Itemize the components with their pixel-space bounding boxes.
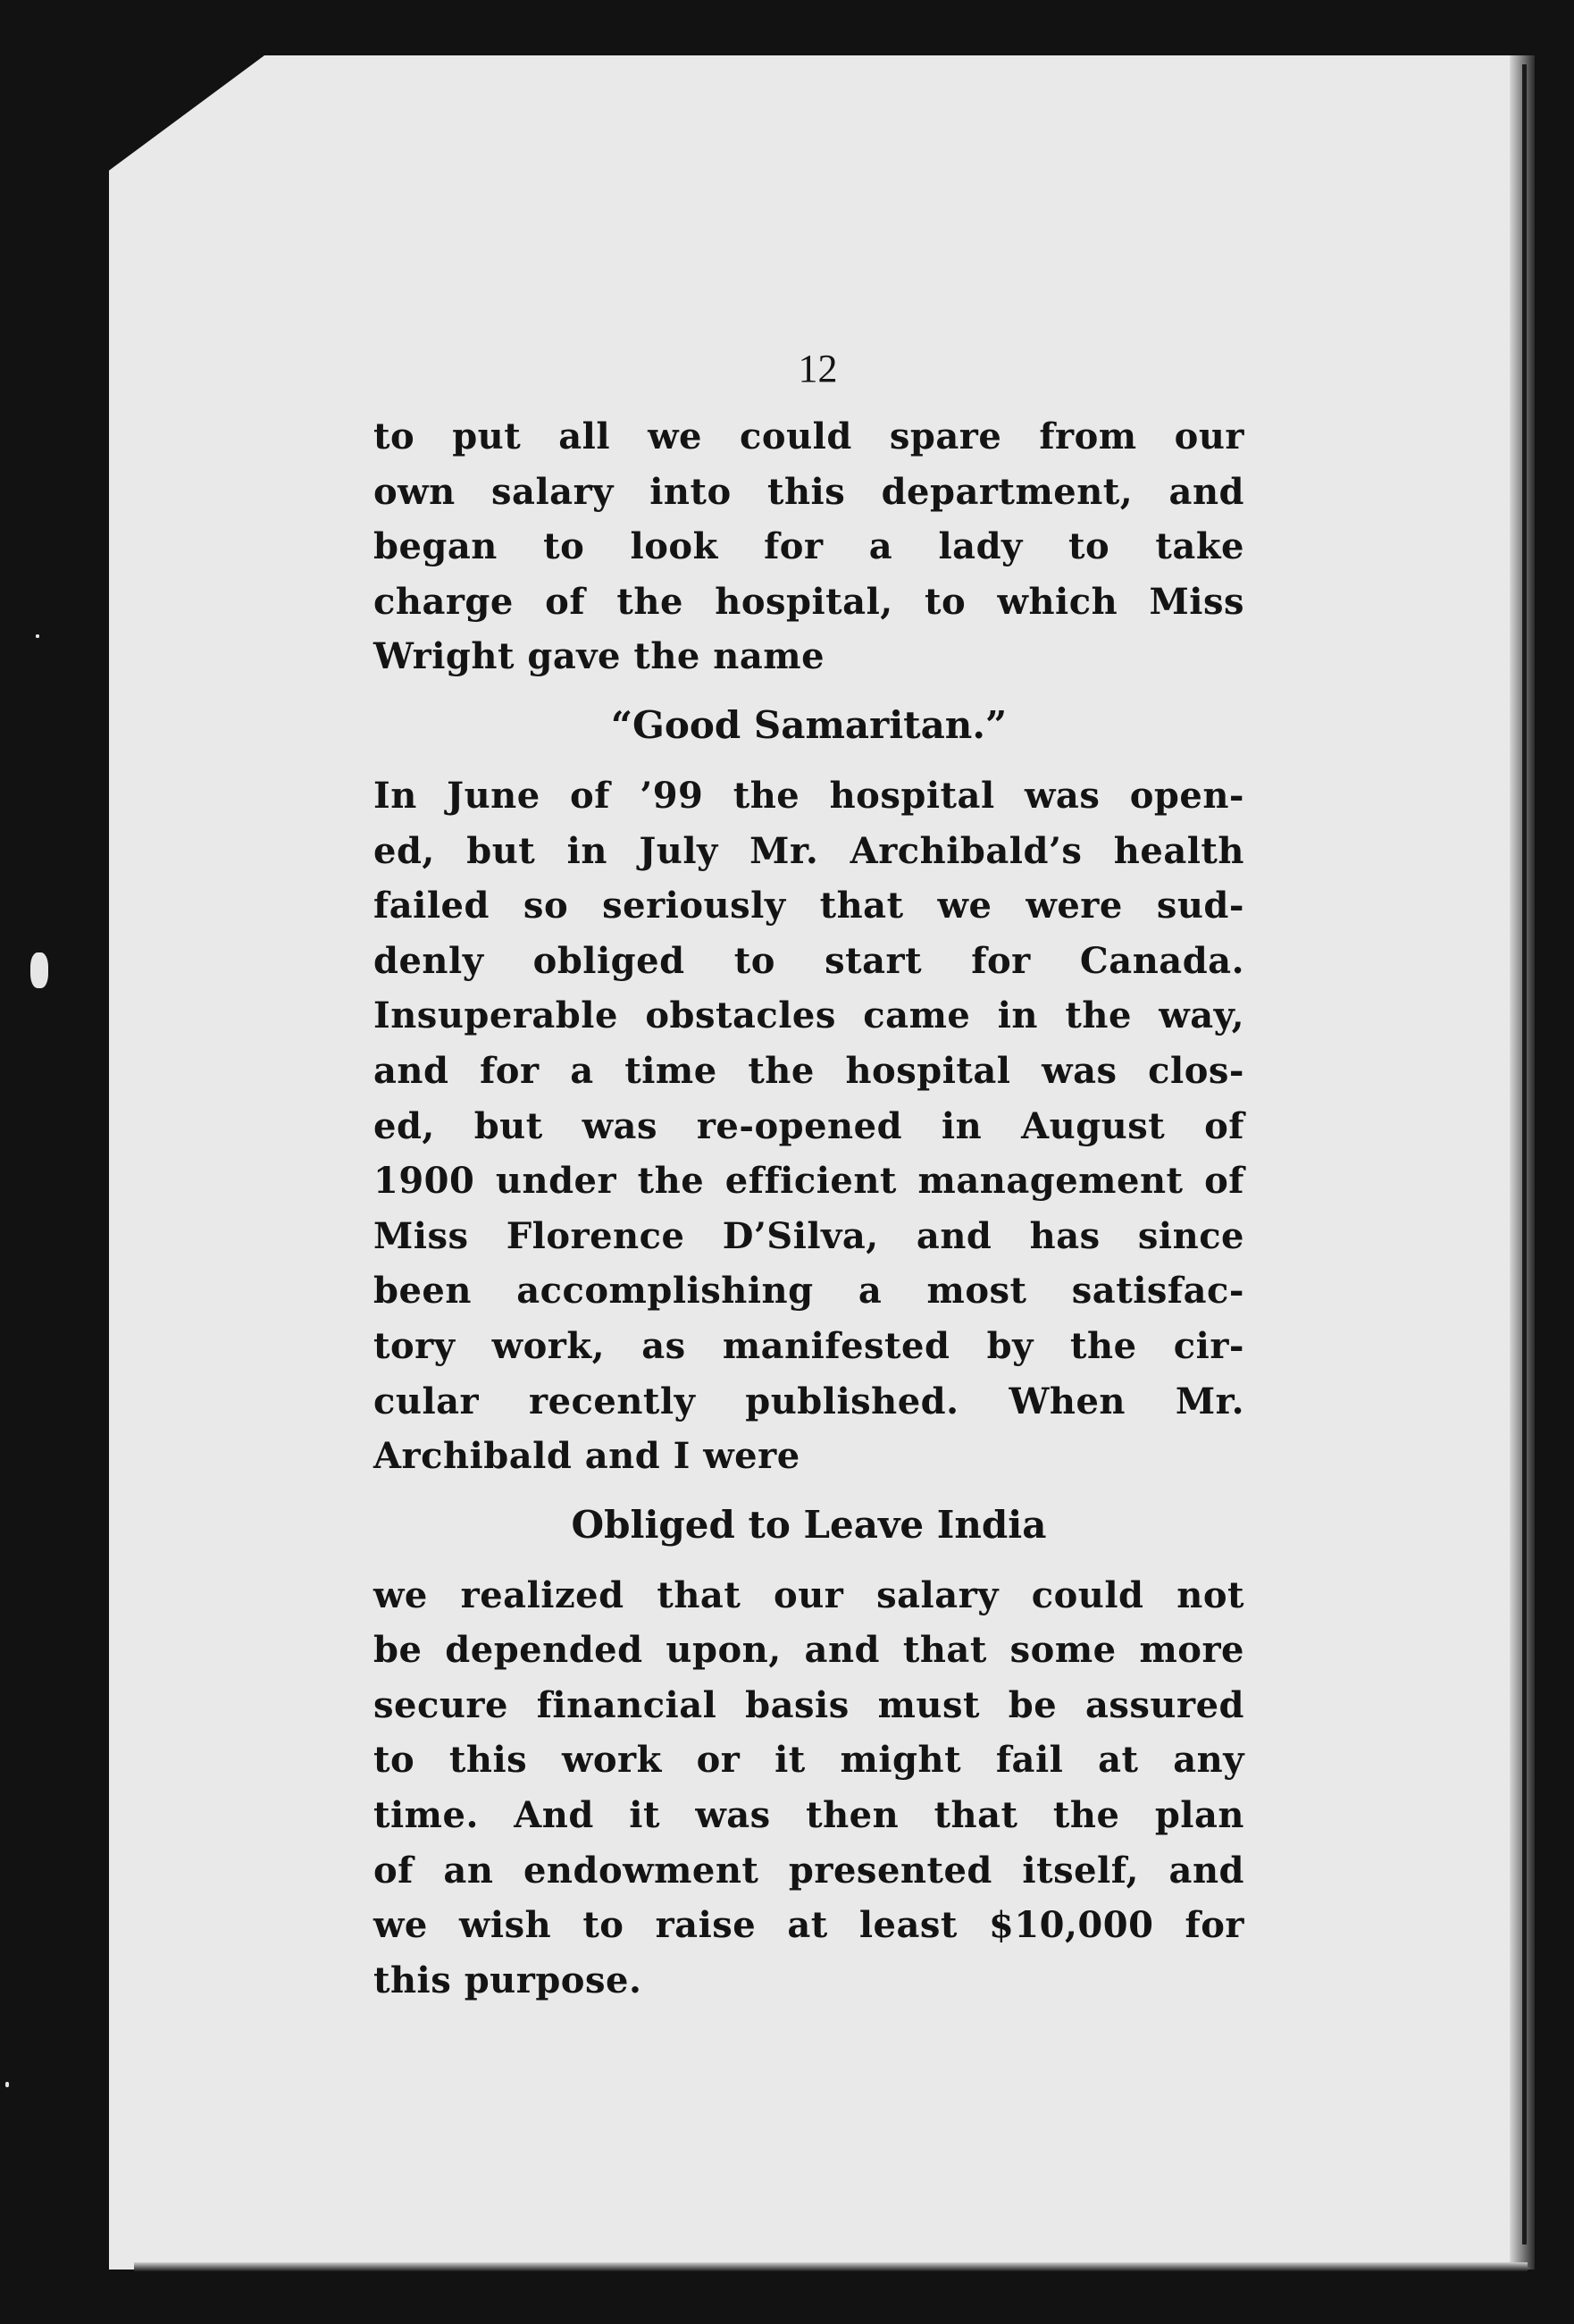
page-spine-line <box>1522 64 1527 2244</box>
page-number: 12 <box>798 347 838 390</box>
text-line: ed, but was re-opened in August of <box>373 1104 1244 1147</box>
paragraph-3 <box>373 1568 1244 2009</box>
text-line: In June of ’99 the hospital was open- <box>373 774 1244 817</box>
text-line: we wish to raise at least $10,000 for <box>373 1904 1244 1947</box>
scan-speck <box>30 952 48 988</box>
text-line: Insuperable obstacles came in the way, <box>373 994 1244 1037</box>
text-line: Wright gave the name <box>373 635 825 678</box>
section-heading-obliged-to-leave-india: Obliged to Leave India <box>571 1502 1047 1547</box>
text-line: ed, but in July Mr. Archibald’s health <box>373 829 1244 872</box>
section-heading-good-samaritan: “Good Samaritan.” <box>610 702 1008 747</box>
text-line: own salary into this department, and <box>373 470 1244 513</box>
scan-speck <box>36 634 39 638</box>
text-line: be depended upon, and that some more <box>373 1629 1244 1672</box>
text-line: time. And it was then that the plan <box>373 1794 1244 1837</box>
text-line: began to look for a lady to take <box>373 525 1244 568</box>
text-line: tory work, as manifested by the cir- <box>373 1324 1244 1367</box>
text-line: we realized that our salary could not <box>373 1573 1244 1616</box>
text-line: cular recently published. When Mr. <box>373 1380 1244 1422</box>
text-line: to put all we could spare from our <box>373 415 1244 457</box>
text-line: Miss Florence D’Silva, and has since <box>373 1214 1244 1257</box>
text-line: denly obliged to start for Canada. <box>373 939 1244 982</box>
text-line: charge of the hospital, to which Miss <box>373 580 1244 623</box>
text-line: to this work or it might fail at any <box>373 1739 1244 1782</box>
paragraph-2 <box>373 768 1244 1484</box>
paragraph-1 <box>373 409 1244 684</box>
text-line: this purpose. <box>373 1959 642 2001</box>
text-line: of an endowment presented itself, and <box>373 1849 1244 1892</box>
page-bottom-edge <box>134 2262 1528 2271</box>
text-line: secure financial basis must be assured <box>373 1683 1244 1726</box>
text-line: been accomplishing a most satisfac- <box>373 1270 1244 1313</box>
scan-speck <box>5 2082 9 2087</box>
text-line: 1900 under the efficient management of <box>373 1160 1244 1203</box>
text-line: failed so seriously that we were sud- <box>373 885 1244 927</box>
page-text <box>373 347 1244 2008</box>
text-line: Archibald and I were <box>373 1435 800 1478</box>
text-line: and for a time the hospital was clos- <box>373 1049 1244 1092</box>
